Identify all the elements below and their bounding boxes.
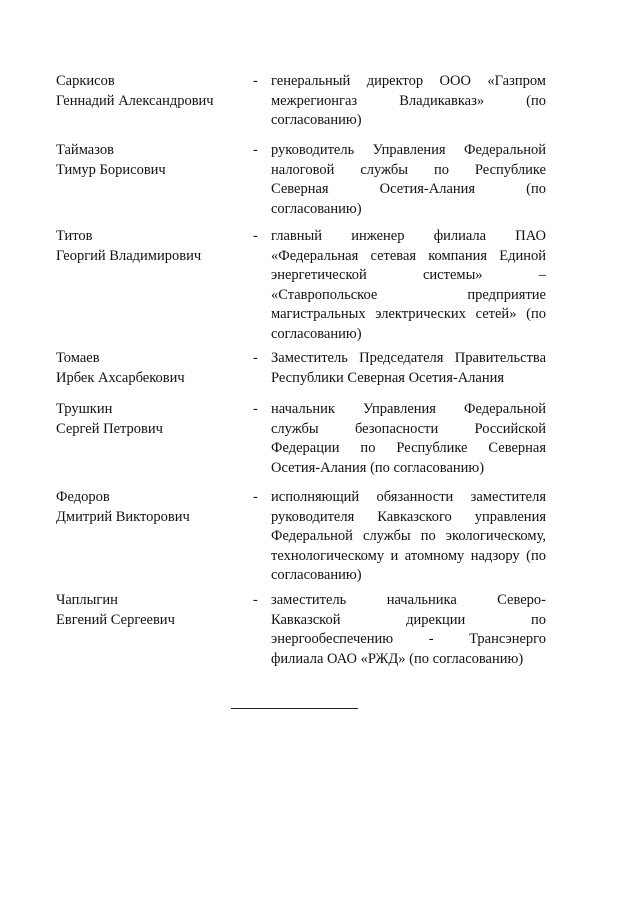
role-line: согласованию) (271, 112, 362, 128)
role-line: энергообеспечению - Трансэнерго (271, 631, 546, 647)
member-given-name: Геннадий Александрович (56, 92, 214, 109)
role-line: Республики Северная Осетия-Алания (271, 369, 505, 386)
member-role (271, 141, 546, 219)
closing-rule (231, 708, 358, 709)
member-given-name: Сергей Петрович (56, 420, 163, 437)
separator-dash: - (253, 489, 258, 505)
separator-dash: - (253, 350, 258, 366)
member-surname: Таймазов (56, 142, 114, 158)
role-line: службы безопасности Российской (271, 420, 546, 437)
member-surname: Чаплыгин (56, 592, 118, 608)
separator-dash: - (253, 228, 258, 244)
role-line: Северная Осетия-Алания (по (271, 181, 546, 197)
member-surname: Саркисов (56, 73, 115, 89)
member-name (56, 72, 246, 111)
role-line: заместитель начальника Северо- (271, 592, 546, 608)
member-role (271, 227, 546, 344)
role-line: энергетической системы» – (271, 267, 546, 283)
member-role (271, 400, 546, 478)
separator-dash: - (253, 592, 258, 608)
member-surname: Федоров (56, 489, 110, 505)
role-line: главный инженер филиала ПАО (271, 228, 546, 244)
member-role (271, 72, 546, 131)
member-name (56, 349, 246, 388)
member-surname: Томаев (56, 350, 100, 366)
member-role (271, 591, 546, 669)
member-name (56, 488, 246, 527)
role-line: «Федеральная сетевая компания Единой (271, 247, 546, 264)
member-given-name: Дмитрий Викторович (56, 508, 190, 525)
member-given-name: Тимур Борисович (56, 161, 166, 178)
role-line: генеральный директор ООО «Газпром (271, 73, 546, 89)
member-given-name: Георгий Владимирович (56, 247, 202, 264)
role-line: исполняющий обязанности заместителя (271, 489, 546, 505)
role-line: межрегионгаз Владикавказ» (по (271, 92, 546, 109)
role-line: руководителя Кавказского управления (271, 508, 546, 525)
member-name (56, 141, 246, 180)
separator-dash: - (253, 142, 258, 158)
role-line: Заместитель Председателя Правительства (271, 350, 546, 366)
role-line: Осетия-Алания (по согласованию) (271, 459, 485, 476)
member-name (56, 400, 246, 439)
role-line: Федеральной службы по экологическому, (271, 528, 546, 544)
member-role (271, 488, 546, 586)
role-line: налоговой службы по Республике (271, 161, 546, 178)
role-line: Федерации по Республике Северная (271, 440, 546, 456)
member-role (271, 349, 546, 388)
role-line: филиала ОАО «РЖД» (по согласованию) (271, 650, 524, 667)
member-given-name: Евгений Сергеевич (56, 611, 175, 628)
role-line: Кавказской дирекции по (271, 611, 546, 628)
role-line: «Ставропольское предприятие (271, 286, 546, 303)
role-line: согласованию) (271, 325, 362, 342)
role-line: согласованию) (271, 567, 362, 583)
separator-dash: - (253, 73, 258, 89)
role-line: согласованию) (271, 200, 362, 217)
member-name (56, 591, 246, 630)
role-line: технологическому и атомному надзору (по (271, 547, 546, 564)
member-name (56, 227, 246, 266)
member-given-name: Ирбек Ахсарбекович (56, 369, 185, 386)
role-line: начальник Управления Федеральной (271, 401, 546, 417)
role-line: руководитель Управления Федеральной (271, 142, 546, 158)
role-line: магистральных электрических сетей» (по (271, 306, 546, 322)
member-surname: Титов (56, 228, 93, 244)
member-surname: Трушкин (56, 401, 113, 417)
separator-dash: - (253, 401, 258, 417)
